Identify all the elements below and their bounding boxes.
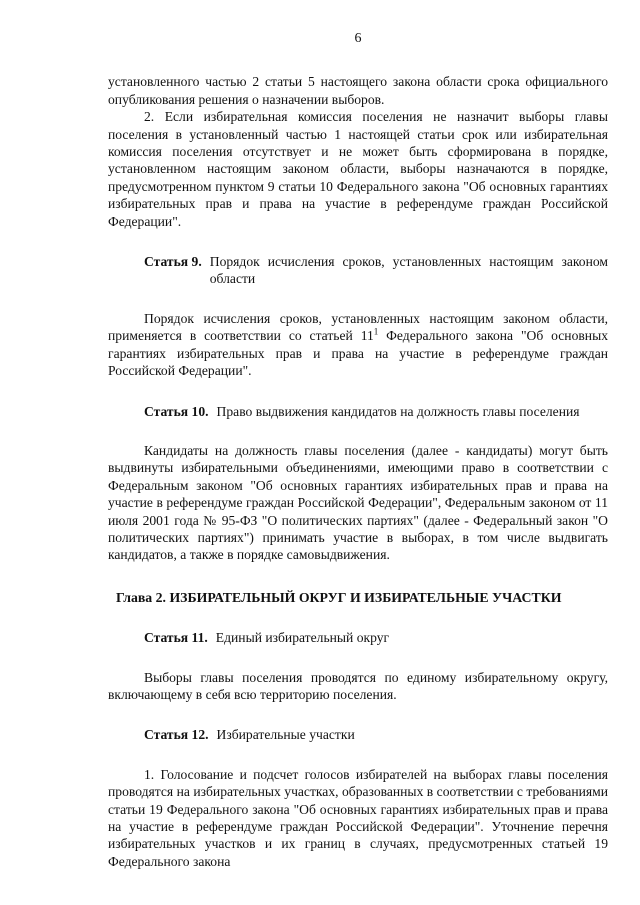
article-11-label: Статья 11.: [144, 630, 208, 646]
article-9-text: [108, 310, 608, 380]
article-9-text-before: Порядок исчисления сроков, установленных настоящим законом области, применяется в соответствии со статьей 11: [108, 310, 608, 344]
paragraph-item-2: 2. Если избирательная комиссия поселения не назначит выборы главы поселения в установленный частью 1 настоящей статьи срок или избирательная комиссия поселения отсутствует и не может быть сформирована в порядке, установленном настоящим законом области, выборы назначаются в порядке, предусмотренном пунктом 9 статьи 10 Федерального закона "Об основных гарантиях избирательных прав и права на участие в референдуме граждан Российской Федерации".: [108, 109, 608, 229]
chapter-2-heading: Глава 2. ИЗБИРАТЕЛЬНЫЙ ОКРУГ И ИЗБИРАТЕЛЬНЫЕ УЧАСТКИ: [116, 589, 562, 605]
article-12-title: Избирательные участки: [216, 727, 355, 743]
article-11-heading: [144, 629, 608, 646]
article-9-text-after: Федерального закона "Об основных гарантиях избирательных прав и права на участие в референдуме граждан Российской Федерации".: [108, 328, 608, 379]
article-11-title: Единый избирательный округ: [215, 630, 390, 646]
article-12-text: 1. Голосование и подсчет голосов избирателей на выборах главы поселения проводятся на избирательных участках, образованных в соответствии с требованиями статьи 19 Федерального закона "Об основных гарантиях избирательных прав и права на участие в референдуме граждан Российской Федерации". Уточнение перечня избирательных участков и их границ в случаях, предусмотренных статьей 19 Федерального закона: [108, 766, 608, 869]
article-9-label: Статья 9.: [144, 254, 202, 270]
article-10-text: Кандидаты на должность главы поселения (далее - кандидаты) могут быть выдвинуты избирательными объединениями, имеющими право в соответствии с Федеральным законом "Об основных гарантиях избирательных прав и права на участие в референдуме граждан Российской Федерации", Федеральным законом от 11 июля 2001 года № 95-ФЗ "О политических партиях" (далее - Федеральный закон "О политических партиях") принимать участие в выборах, в том числе выдвигать кандидатов, а также в порядке самовыдвижения.: [108, 442, 608, 563]
paragraph-continuation: установленного частью 2 статьи 5 настоящего закона области срока официального опубликования решения о назначении выборов.: [108, 74, 608, 107]
article-10-title: Право выдвижения кандидатов на должность главы поселения: [216, 403, 580, 419]
page-number: 6: [354, 31, 362, 46]
article-12-heading: [144, 726, 608, 743]
article-9-title: Порядок исчисления сроков, установленных настоящим законом области: [209, 254, 608, 287]
article-11-text: Выборы главы поселения проводятся по единому избирательному округу, включающему в себя всю территорию поселения.: [108, 669, 608, 702]
article-9-superscript: 1: [373, 326, 379, 337]
article-9-heading: [144, 253, 608, 288]
article-12-label: Статья 12.: [144, 727, 209, 743]
article-10-heading: [144, 403, 608, 420]
article-10-label: Статья 10.: [144, 403, 209, 419]
document-page: [108, 30, 608, 870]
